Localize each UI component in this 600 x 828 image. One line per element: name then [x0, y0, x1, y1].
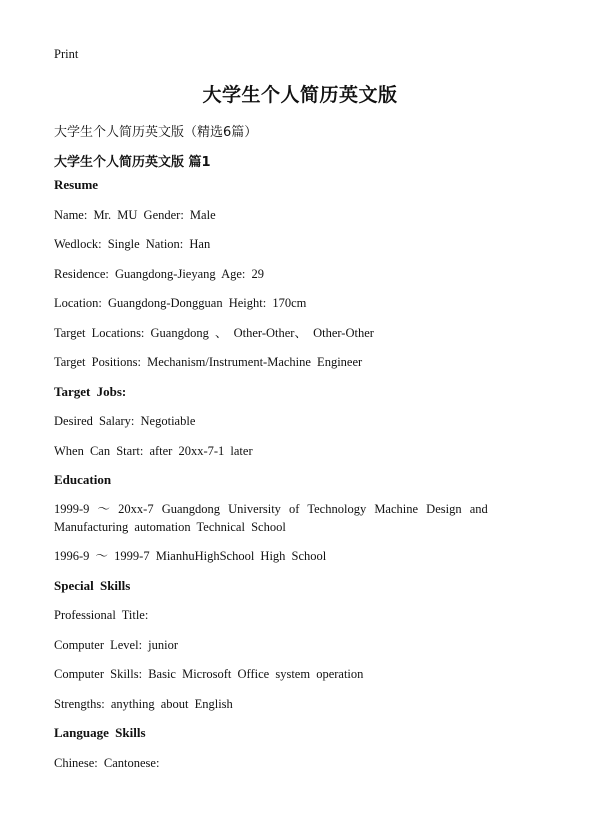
residence-age-line: Residence: Guangdong-Jieyang Age: 29	[54, 266, 264, 281]
wedlock-nation-line: Wedlock: Single Nation: Han	[54, 237, 211, 251]
target-jobs-heading: Target Jobs:	[54, 383, 127, 399]
page-subtitle: 大学生个人简历英文版（精选6篇）	[54, 125, 258, 140]
computer-skills-line: Computer Skills: Basic Microsoft Office system operation	[54, 667, 364, 681]
chinese-line: Chinese: Cantonese:	[54, 755, 160, 770]
section-heading: 大学生个人简历英文版 篇1	[54, 155, 211, 170]
name-gender-line: Name: Mr. MU Gender: Male	[54, 207, 216, 222]
strengths-line: Strengths: anything about English	[54, 696, 233, 711]
computer-level-line: Computer Level: junior	[54, 637, 179, 652]
language-skills-heading: Language Skills	[54, 725, 146, 740]
print-link[interactable]: Print	[54, 47, 79, 61]
education-entry-1-line-1: 1999-9 ～ 20xx-7 Guangdong University of Technology Machine Design and	[54, 501, 488, 516]
special-skills-heading: Special Skills	[54, 577, 131, 593]
page-title: 大学生个人简历英文版	[202, 84, 398, 106]
resume-body	[54, 176, 494, 783]
target-locations-line: Target Locations: Guangdong 、 Other-Other、 Other-Other	[54, 325, 374, 340]
location-height-line: Location: Guangdong-Dongguan Height: 170cm	[54, 296, 307, 310]
education-heading: Education	[54, 472, 112, 487]
desired-salary-line: Desired Salary: Negotiable	[54, 414, 196, 428]
education-entry-1-line-2: Manufacturing automation Technical School	[54, 519, 286, 534]
education-entry-2: 1996-9 ～ 1999-7 MianhuHighSchool High School	[54, 549, 327, 563]
professional-title-line: Professional Title:	[54, 608, 149, 622]
target-positions-line: Target Positions: Mechanism/Instrument-Machine Engineer	[54, 355, 363, 369]
resume-heading: Resume	[54, 177, 99, 192]
start-date-line: When Can Start: after 20xx-7-1 later	[54, 443, 253, 458]
